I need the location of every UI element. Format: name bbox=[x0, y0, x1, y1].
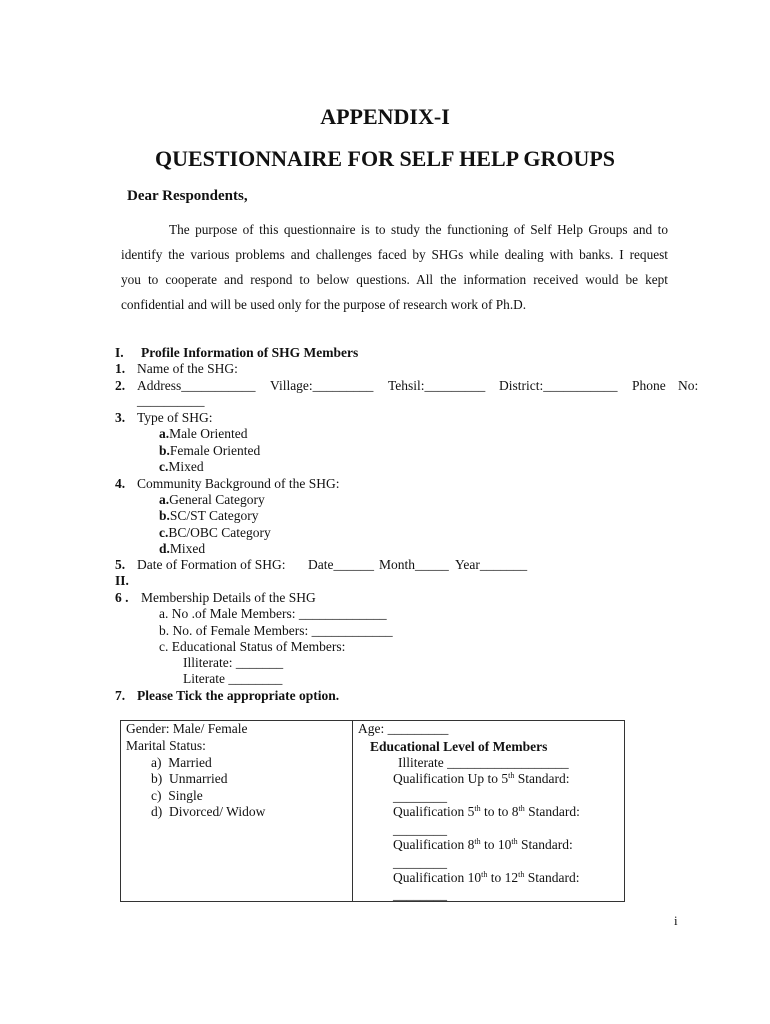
q6-literate: Literate ________ bbox=[183, 671, 283, 686]
q2-tehsil: Tehsil:_________ bbox=[388, 378, 486, 393]
q4-option-b: b.SC/ST Category bbox=[159, 508, 259, 523]
salutation: Dear Respondents, bbox=[127, 188, 248, 204]
q6-male-members: a. No .of Male Members: _____________ bbox=[159, 606, 387, 621]
age-field: Age: _________ bbox=[358, 721, 449, 736]
edu-8th-to-10th-blank: ________ bbox=[393, 855, 447, 870]
q2-phone-no: No: bbox=[678, 378, 699, 393]
marital-status-label: Marital Status: bbox=[126, 738, 206, 753]
q3-option-a: a.Male Oriented bbox=[159, 426, 248, 441]
section-1-number: I. bbox=[115, 345, 124, 360]
edu-up-to-5th: Qualification Up to 5th Standard: bbox=[393, 771, 570, 786]
q2-phone: Phone bbox=[632, 378, 666, 393]
intro-line-2: identify the various problems and challenges faced by SHGs while dealing with banks. I request bbox=[121, 247, 668, 262]
q2-number: 2. bbox=[115, 378, 126, 393]
marital-option-a: a) Married bbox=[151, 755, 212, 770]
q4-option-a: a.General Category bbox=[159, 492, 265, 507]
q3-option-c: c.Mixed bbox=[159, 459, 204, 474]
page-subtitle: QUESTIONNAIRE FOR SELF HELP GROUPS bbox=[154, 146, 616, 171]
edu-5th-to-8th-blank: ________ bbox=[393, 822, 447, 837]
intro-line-3: you to cooperate and respond to below questions. All the information received would be kept bbox=[121, 272, 668, 287]
q4-option-d: d.Mixed bbox=[159, 541, 206, 556]
q5-text: Date of Formation of SHG: bbox=[137, 557, 286, 572]
edu-10th-to-12th-blank: ________ bbox=[393, 887, 447, 902]
q6-number: 6 . bbox=[115, 590, 129, 605]
edu-10th-to-12th: Qualification 10th to 12th Standard: bbox=[393, 870, 580, 885]
q5-date: Date______ bbox=[308, 557, 374, 572]
table-column-divider bbox=[352, 720, 353, 902]
q2-village: Village:_________ bbox=[270, 378, 374, 393]
edu-illiterate: Illiterate __________________ bbox=[398, 755, 569, 770]
edu-up-to-5th-blank: ________ bbox=[393, 789, 447, 804]
q7-text: Please Tick the appropriate option. bbox=[137, 688, 340, 703]
q6-illiterate: Illiterate: _______ bbox=[183, 655, 284, 670]
intro-line-4: confidential and will be used only for the purpose of research work of Ph.D. bbox=[121, 297, 527, 312]
q5-month: Month_____ bbox=[379, 557, 449, 572]
q4-text: Community Background of the SHG: bbox=[137, 476, 340, 491]
intro-line-1: The purpose of this questionnaire is to study the functioning of Self Help Groups and to bbox=[169, 222, 668, 237]
edu-5th-to-8th: Qualification 5th to to 8th Standard: bbox=[393, 804, 580, 819]
page-number: i bbox=[674, 913, 678, 928]
section-2-number: II. bbox=[115, 573, 129, 588]
q6-text: Membership Details of the SHG bbox=[141, 590, 316, 605]
q2-address: Address___________ bbox=[137, 378, 256, 393]
marital-option-d: d) Divorced/ Widow bbox=[151, 804, 266, 819]
q7-number: 7. bbox=[115, 688, 126, 703]
marital-option-b: b) Unmarried bbox=[151, 771, 228, 786]
marital-option-c: c) Single bbox=[151, 788, 203, 803]
q3-text: Type of SHG: bbox=[137, 410, 213, 425]
q5-year: Year_______ bbox=[455, 557, 528, 572]
q2-district: District:___________ bbox=[499, 378, 618, 393]
edu-8th-to-10th: Qualification 8th to 10th Standard: bbox=[393, 837, 573, 852]
q4-number: 4. bbox=[115, 476, 126, 491]
q4-option-c: c.BC/OBC Category bbox=[159, 525, 271, 540]
q1-number: 1. bbox=[115, 361, 126, 376]
q1-text: Name of the SHG: bbox=[137, 361, 238, 376]
q3-number: 3. bbox=[115, 410, 126, 425]
q2-phone-blank: __________ bbox=[137, 393, 205, 408]
q5-number: 5. bbox=[115, 557, 126, 572]
q6-female-members: b. No. of Female Members: ____________ bbox=[159, 623, 393, 638]
section-1-title: Profile Information of SHG Members bbox=[141, 345, 359, 360]
page-title: APPENDIX-I bbox=[320, 104, 450, 129]
q6-educational-status: c. Educational Status of Members: bbox=[159, 639, 346, 654]
educational-level-heading: Educational Level of Members bbox=[370, 739, 548, 754]
q3-option-b: b.Female Oriented bbox=[159, 443, 261, 458]
gender-field: Gender: Male/ Female bbox=[126, 721, 248, 736]
